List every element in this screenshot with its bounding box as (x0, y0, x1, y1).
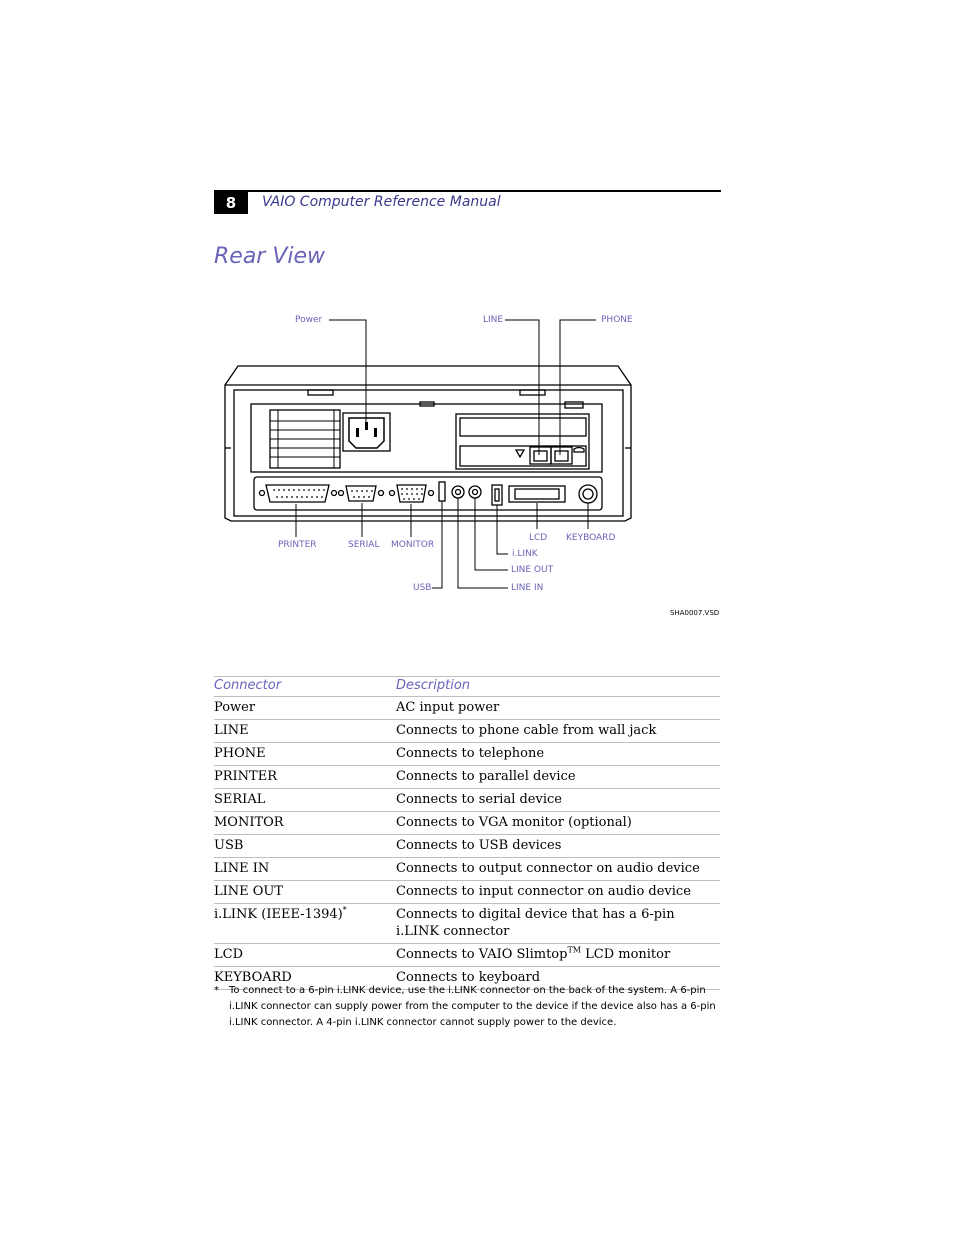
connector-cell: LINE OUT (214, 881, 396, 904)
connector-text: i.LINK (IEEE-1394) (214, 907, 343, 922)
connector-cell: Power (214, 697, 396, 720)
table-row (214, 944, 720, 967)
description-cell: Connects to USB devices (396, 835, 720, 858)
table-row (214, 812, 720, 835)
trademark-marker: TM (567, 945, 581, 955)
connector-cell: LINE IN (214, 858, 396, 881)
description-cell: Connects to parallel device (396, 766, 720, 789)
callout-line-in: LINE IN (511, 583, 544, 593)
connector-cell: KEYBOARD (214, 967, 396, 990)
footnote-marker: * (342, 905, 347, 915)
column-header-connector: Connector (214, 677, 396, 697)
connector-cell: LINE (214, 720, 396, 743)
connector-cell: PRINTER (214, 766, 396, 789)
connector-cell: LCD (214, 944, 396, 967)
running-title: VAIO Computer Reference Manual (262, 194, 501, 210)
description-text: Connects to VAIO Slimtop (396, 947, 568, 962)
description-cell: Connects to input connector on audio device (396, 881, 720, 904)
table-row (214, 766, 720, 789)
description-tail: LCD monitor (580, 947, 671, 962)
table-row (214, 858, 720, 881)
table-header-row (214, 677, 720, 697)
callout-monitor: MONITOR (391, 540, 435, 550)
page-number: 8 (214, 192, 248, 214)
description-cell: Connects to output connector on audio device (396, 858, 720, 881)
callout-line-out: LINE OUT (511, 565, 554, 575)
column-header-description: Description (396, 677, 720, 697)
connector-cell (214, 904, 396, 944)
callout-usb: USB (413, 583, 432, 593)
connector-cell: USB (214, 835, 396, 858)
description-cell: Connects to digital device that has a 6-pin i.LINK connector (396, 904, 720, 944)
description-cell: Connects to VGA monitor (optional) (396, 812, 720, 835)
description-cell: Connects to telephone (396, 743, 720, 766)
connector-cell: MONITOR (214, 812, 396, 835)
table-row (214, 720, 720, 743)
connector-cell: SERIAL (214, 789, 396, 812)
description-cell: Connects to keyboard (396, 967, 720, 990)
callout-ilink: i.LINK (512, 549, 538, 559)
table-row (214, 904, 720, 944)
callout-printer: PRINTER (278, 540, 317, 550)
table-row (214, 835, 720, 858)
table-row (214, 743, 720, 766)
callout-keyboard: KEYBOARD (566, 533, 616, 543)
description-cell: Connects to phone cable from wall jack (396, 720, 720, 743)
callout-serial: SERIAL (348, 540, 380, 550)
connector-table (214, 676, 720, 990)
table-row (214, 789, 720, 812)
table-row (214, 881, 720, 904)
description-cell (396, 944, 720, 967)
description-cell: Connects to serial device (396, 789, 720, 812)
footnote-text: To connect to a 6-pin i.LINK device, use the i.LINK connector on the back of the system. A 6-pin i.LINK connector can supply power from the computer to the device if the device also has a 6-pin i.LINK connector. A 4-pin i.LINK connector cannot supply power to the device. (229, 985, 716, 1028)
callout-phone: PHONE (601, 315, 633, 325)
footnote (214, 983, 720, 1031)
description-cell: AC input power (396, 697, 720, 720)
footnote-mark: * (214, 985, 219, 996)
callout-lcd: LCD (529, 533, 548, 543)
callout-line: LINE (483, 315, 504, 325)
section-title: Rear View (214, 244, 326, 269)
connector-cell: PHONE (214, 743, 396, 766)
figure-id: SHA0007.VSD (670, 609, 720, 617)
callout-power: Power (295, 315, 323, 325)
table-row (214, 697, 720, 720)
